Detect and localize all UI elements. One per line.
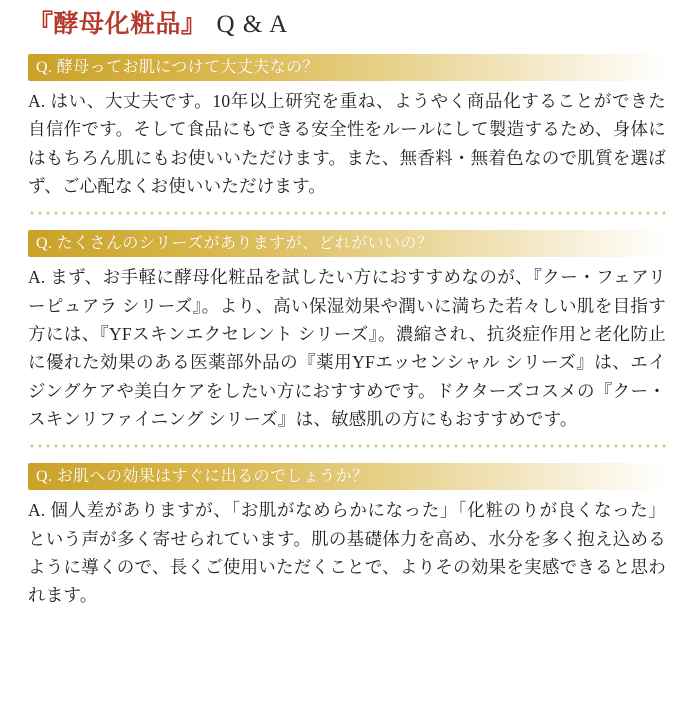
page-title [16,0,674,40]
question-bar [28,230,666,257]
page-title-sub: Q & A [216,11,289,38]
qa-item [16,54,674,216]
answer-text: A. はい、大丈夫です。10年以上研究を重ね、ようやく商品化することができた自信作です。そして食品にもできる安全性をルールにして製造するため、身体にはもちろん肌にもお使いいただけます。また、無香料・無着色なので肌質を選ばず、ご心配なくお使いいただけます。 [28,91,666,197]
dotted-separator [28,443,666,449]
qa-item [16,463,674,609]
dotted-separator [28,210,666,216]
answer-text: A. 個人差がありますが、「お肌がなめらかになった」「化粧のりが良くなった」という声が多く寄せられています。肌の基礎体力を高め、水分を多く抱え込めるように導くので、長くご使用いただくことで、よりその効果を実感できると思われます。 [28,500,666,606]
question-text: Q. たくさんのシリーズがありますが、どれがいいの？ [36,235,434,253]
qa-item [16,230,674,449]
question-bar [28,54,666,81]
question-text: Q. お肌への効果はすぐに出るのでしょうか？ [36,468,369,486]
answer-text: A. まず、お手軽に酵母化粧品を試したい方におすすめなのが、『クー・フェアリーピュアラ シリーズ』。より、高い保湿効果や潤いに満ちた若々しい肌を目指す方には、『YFスキンエクセレント シリーズ』。濃縮され、抗炎症作用と老化防止に優れた効果のある医薬部外品の『薬用YFエッセンシャル シリーズ』は、エイジングケアや美白ケアをしたい方におすすめです。ドクターズコスメの『クー・スキンリファイニング シリーズ』は、敏感肌の方にもおすすめです。 [28,267,666,430]
question-text: Q. 酵母ってお肌につけて大丈夫なの？ [36,59,319,76]
page-title-main: 『酵母化粧品』 [28,11,207,38]
question-bar [28,463,666,490]
